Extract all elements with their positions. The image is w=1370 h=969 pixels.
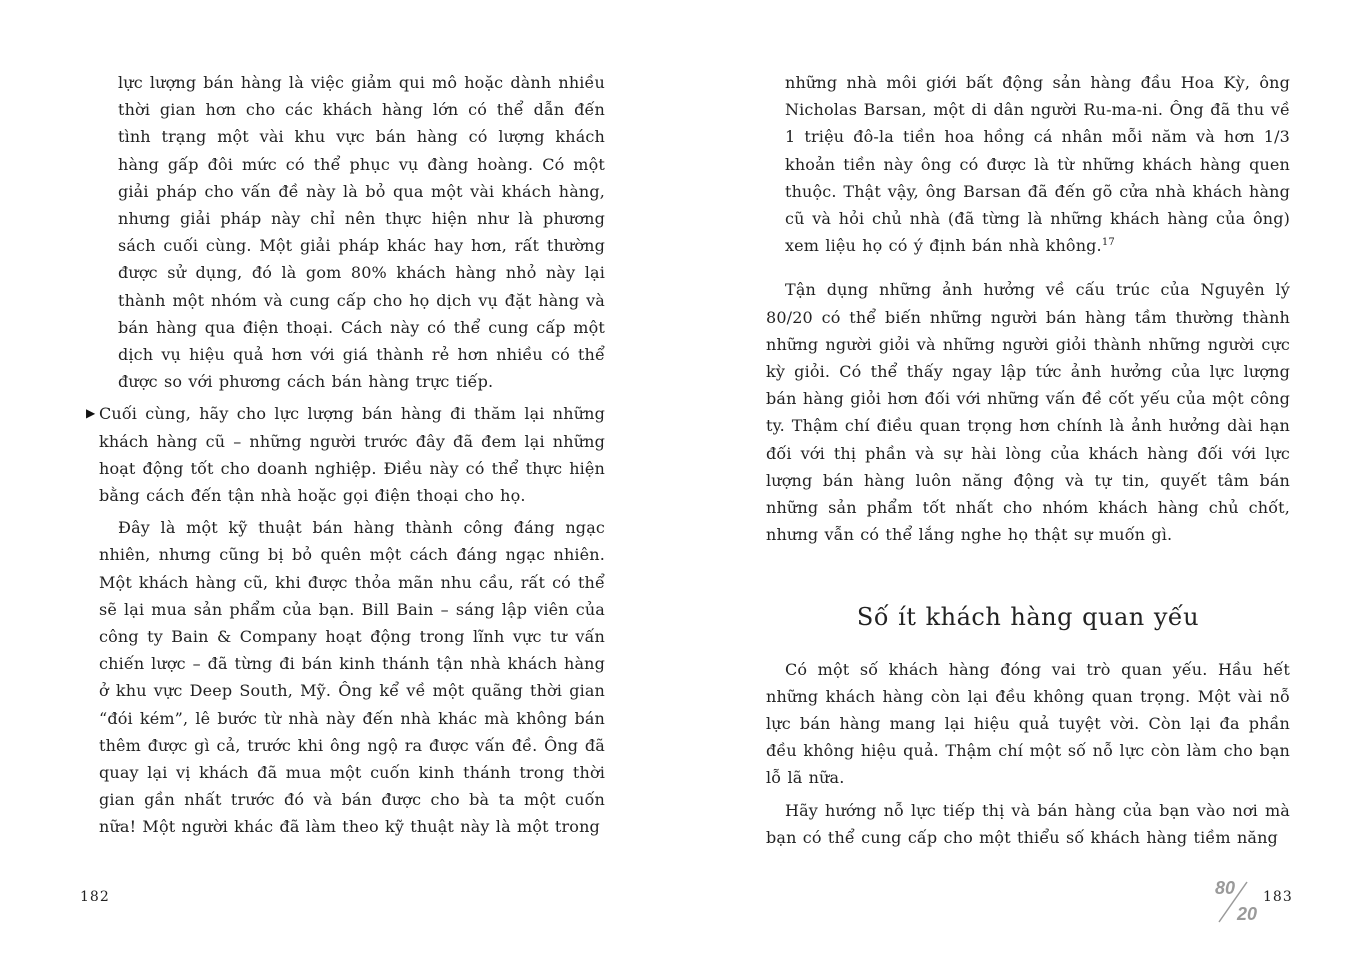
page-number-right: 183 bbox=[1263, 889, 1293, 905]
right-section-paragraph-1: Có một số khách hàng đóng vai trò quan yếu. Hầu hết những khách hàng còn lại đều không quan trọng. Một vài nỗ lực bán hàng mang lại hiệu quả tuyệt vời. Còn lại đa phần đều không hiệu quả. Thậm chí một số nỗ lực còn làm cho bạn lỗ lã nữa. bbox=[766, 659, 1290, 788]
footnote-reference: 17 bbox=[1101, 237, 1115, 249]
logo-bottom-number: 20 bbox=[1236, 904, 1258, 924]
logo-top-number: 80 bbox=[1214, 878, 1236, 898]
left-bullet-paragraph: Cuối cùng, hãy cho lực lượng bán hàng đi thăm lại những khách hàng cũ – những người trước đây đã đem lại những hoạt động tốt cho doanh nghiệp. Điều này có thể thực hiện bằng cách đến tận nhà hoặc gọi điện thoại cho họ. bbox=[99, 404, 605, 506]
triangle-bullet-icon: ▶ bbox=[86, 406, 96, 421]
right-text-column bbox=[766, 69, 1290, 851]
left-text-column bbox=[86, 69, 605, 841]
eighty-twenty-logo bbox=[1207, 876, 1263, 926]
left-body-paragraph: Đây là một kỹ thuật bán hàng thành công đáng ngạc nhiên, nhưng cũng bị bỏ quên một cách đáng ngạc nhiên. Một khách hàng cũ, khi được thỏa mãn nhu cầu, rất có thể sẽ lại mua sản phẩm của bạn. Bill Bain – sáng lập viên của công ty Bain & Company hoạt động trong lĩnh vực tư vấn chiến lược – đã từng đi bán kinh thánh tận nhà khách hàng ở khu vực Deep South, Mỹ. Ông kể về một quãng thời gian “đói kém”, lê bước từ nhà này đến nhà khác mà không bán thêm được gì cả, trước khi ông ngộ ra được vấn đề. Ông đã quay lại vị khách đã mua một cuốn kinh thánh trong thời gian gần nhất trước đó và bán được cho bà ta một cuốn nữa! Một người khác đã làm theo kỹ thuật này là một trong bbox=[99, 518, 605, 837]
section-heading: Số ít khách hàng quan yếu bbox=[856, 603, 1200, 632]
right-paragraph-continued-text: những nhà môi giới bất động sản hàng đầu Hoa Kỳ, ông Nicholas Barsan, một di dân người Ru-ma-ni. Ông đã thu về 1 triệu đô-la tiền hoa hồng cá nhân mỗi năm và hơn 1/3 khoản tiền này ông có được là từ những khách hàng quen thuộc. Thật vậy, ông Barsan đã đến gõ cửa nhà khách hàng cũ và hỏi chủ nhà (đã từng là những khách hàng của ông) xem liệu họ có ý định bán nhà không. bbox=[785, 73, 1290, 256]
right-paragraph-continued bbox=[766, 69, 1290, 259]
right-body-paragraph: Tận dụng những ảnh hưởng về cấu trúc của Nguyên lý 80/20 có thể biến những người bán hàng tầm thường thành những người giỏi và những người giỏi thành những người cực kỳ giỏi. Có thể thấy ngay lập tức ảnh hưởng của lực lượng bán hàng giỏi hơn đối với những vấn đề cốt yếu của một công ty. Thậm chí điều quan trọng hơn chính là ảnh hưởng dài hạn đối với thị phần và sự hài lòng của khách hàng đối với lực lượng bán hàng luôn năng động và tự tin, quyết tâm bán những sản phẩm tốt nhất cho nhóm khách hàng chủ chốt, nhưng vẫn có thể lắng nghe họ thật sự muốn gì. bbox=[766, 280, 1290, 545]
left-paragraph-continued: lực lượng bán hàng là việc giảm qui mô hoặc dành nhiều thời gian hơn cho các khách hàng lớn có thể dẫn đến tình trạng một vài khu vực bán hàng có lượng khách hàng gấp đôi mức có thể phục vụ đàng hoàng. Có một giải pháp cho vấn đề này là bỏ qua một vài khách hàng, nhưng giải pháp này chỉ nên thực hiện như là phương sách cuối cùng. Một giải pháp khác hay hơn, rất thường được sử dụng, đó là gom 80% khách hàng nhỏ này lại thành một nhóm và cung cấp cho họ dịch vụ đặt hàng và bán hàng qua điện thoại. Cách này có thể cung cấp một dịch vụ hiệu quả hơn với giá thành rẻ hơn nhiều có thể được so với phương cách bán hàng trực tiếp. bbox=[118, 73, 605, 392]
bullet-item bbox=[86, 400, 605, 509]
page-number-left: 182 bbox=[80, 889, 110, 905]
right-page bbox=[685, 0, 1370, 969]
right-section-paragraph-2: Hãy hướng nỗ lực tiếp thị và bán hàng của bạn vào nơi mà bạn có thể cung cấp cho một thiểu số khách hàng tiềm năng bbox=[766, 800, 1290, 847]
